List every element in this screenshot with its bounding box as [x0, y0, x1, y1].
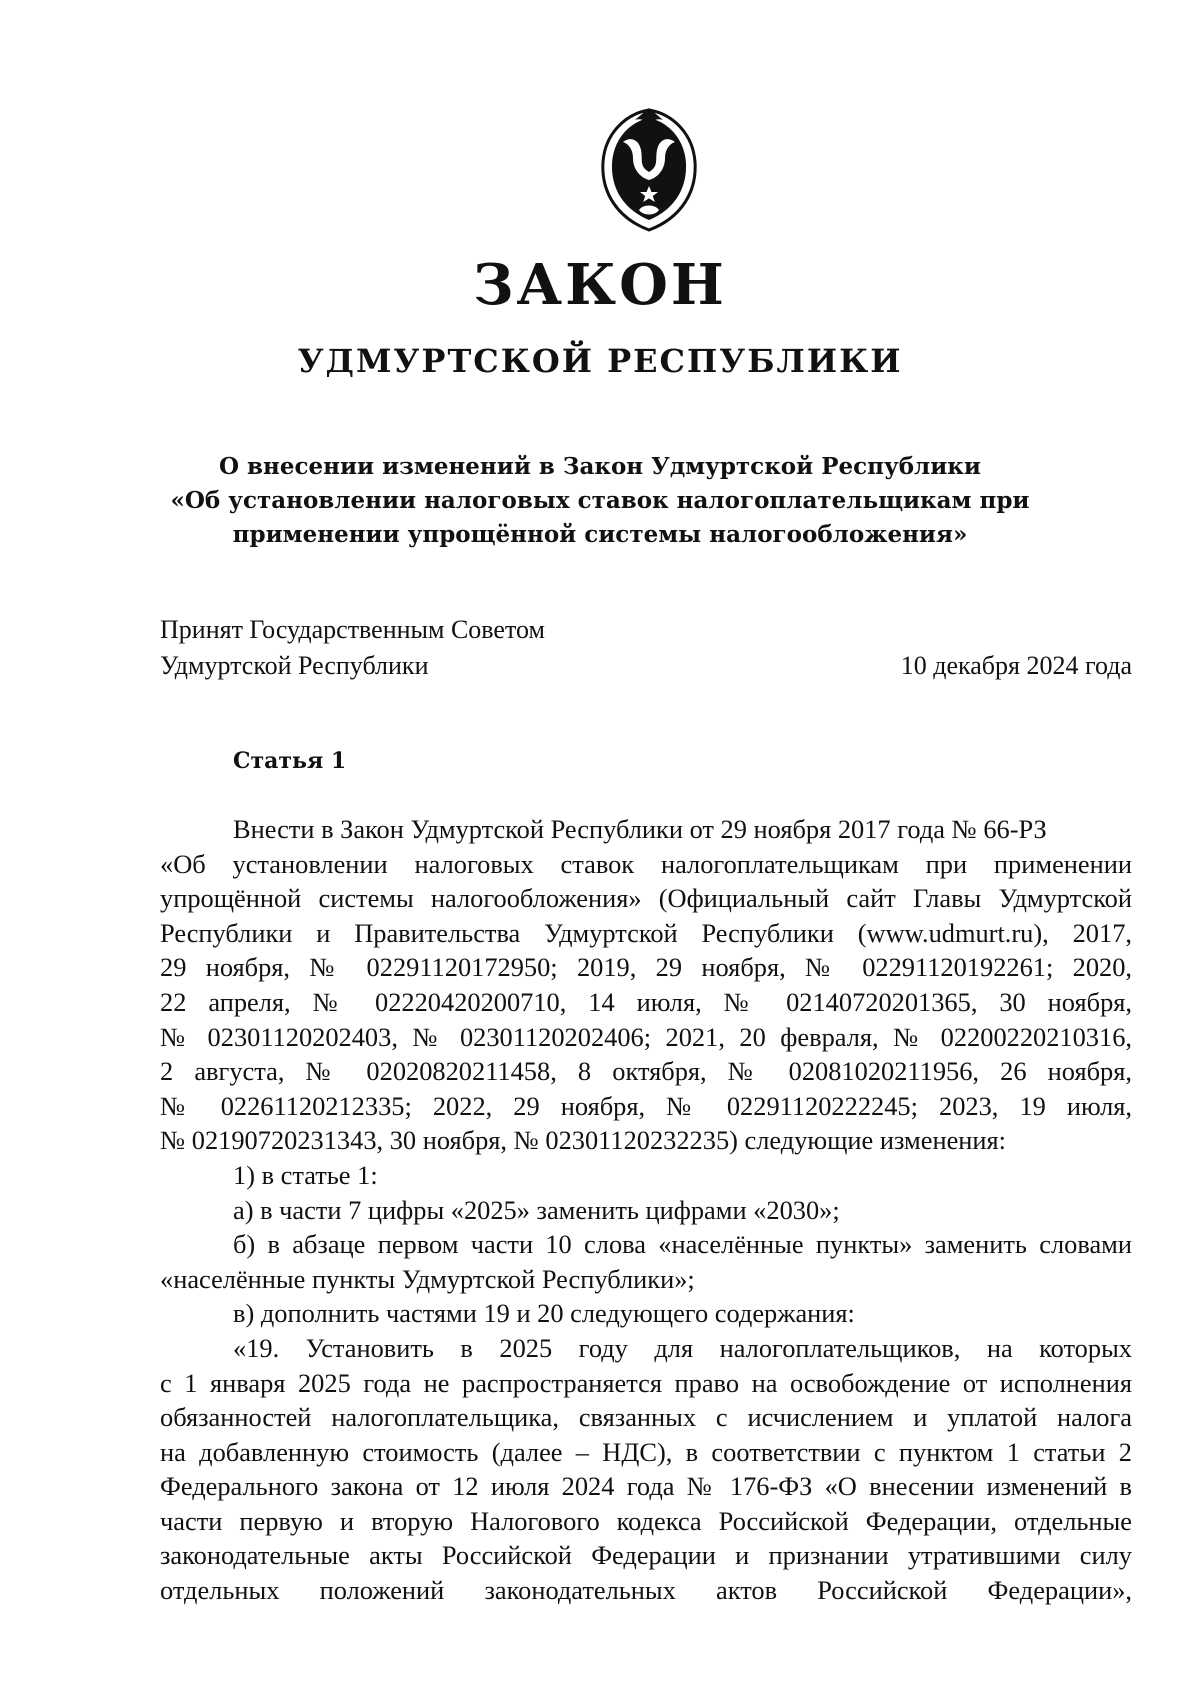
text-line: № 02261120212335; 2022, 29 ноября, № 02291120222245; 2023, 19 июля, — [160, 1090, 1132, 1121]
text-line: отдельных положений законодательных актов Российской Федерации», — [160, 1575, 1132, 1606]
law-name-line: применении упрощённой системы налогообложения» — [232, 521, 968, 548]
text-line: 22 апреля, № 02220420200710, 14 июля, № 02140720201365, 30 ноября, — [160, 986, 1132, 1017]
text-line: упрощённой системы налогообложения» (Официальный сайт Главы Удмуртской — [160, 883, 1132, 914]
document-title: ЗАКОН — [473, 252, 727, 318]
law-name-line: О внесении изменений в Закон Удмуртской Республики — [219, 453, 981, 480]
law-name-line: «Об установлении налоговых ставок налогоплательщикам при — [170, 487, 1030, 514]
text-line: части первую и вторую Налогового кодекса Российской Федерации, отдельные — [160, 1505, 1132, 1536]
text-line: на добавленную стоимость (далее – НДС), в соответствии с пунктом 1 статьи 2 — [160, 1436, 1132, 1467]
text-line: с 1 января 2025 года не распространяется право на освобождение от исполнения — [160, 1367, 1132, 1398]
adoption-date: 10 декабря 2024 года — [900, 651, 1132, 680]
adoption-block — [160, 612, 1132, 684]
adopted-by-line2: Удмуртской Республики — [160, 651, 429, 680]
text-line: б) в абзаце первом части 10 слова «населённые пункты» заменить словами — [233, 1229, 1132, 1260]
text-line: Республики и Правительства Удмуртской Республики (www.udmurt.ru), 2017, — [160, 917, 1132, 948]
text-line: № 02190720231343, 30 ноября, № 02301120232235) следующие изменения: — [160, 1125, 1007, 1156]
text-line: 29 ноября, № 02291120172950; 2019, 29 ноября, № 02291120192261; 2020, — [160, 952, 1132, 983]
text-line: законодательные акты Российской Федерации и признании утратившими силу — [160, 1540, 1132, 1571]
article-heading: Статья 1 — [233, 748, 347, 774]
document-subtitle: УДМУРТСКОЙ РЕСПУБЛИКИ — [297, 342, 903, 380]
text-line: а) в части 7 цифры «2025» заменить цифрами «2030»; — [233, 1194, 840, 1225]
article-body — [160, 812, 1132, 1608]
law-name — [160, 450, 1040, 552]
text-line: Федерального закона от 12 июля 2024 года № 176-ФЗ «О внесении изменений в — [160, 1471, 1132, 1502]
text-line: 1) в статье 1: — [233, 1159, 378, 1190]
text-line: «19. Установить в 2025 году для налогоплательщиков, на которых — [233, 1332, 1132, 1363]
text-line: Внести в Закон Удмуртской Республики от 29 ноября 2017 года № 66-РЗ — [233, 814, 1047, 844]
text-line: обязанностей налогоплательщика, связанных с исчислением и уплатой налога — [160, 1402, 1132, 1433]
text-line: «населённые пункты Удмуртской Республики»; — [160, 1263, 695, 1294]
udmurtia-emblem-icon — [595, 106, 703, 234]
text-line: «Об установлении налоговых ставок налогоплательщикам при применении — [160, 848, 1132, 879]
text-line: № 02301120202403, № 02301120202406; 2021, 20 февраля, № 02200220210316, — [160, 1021, 1132, 1052]
text-line: в) дополнить частями 19 и 20 следующего содержания: — [233, 1298, 855, 1329]
text-line: 2 августа, № 02020820211458, 8 октября, № 02081020211956, 26 ноября, — [160, 1056, 1132, 1087]
adopted-by-line1: Принят Государственным Советом — [160, 615, 545, 644]
